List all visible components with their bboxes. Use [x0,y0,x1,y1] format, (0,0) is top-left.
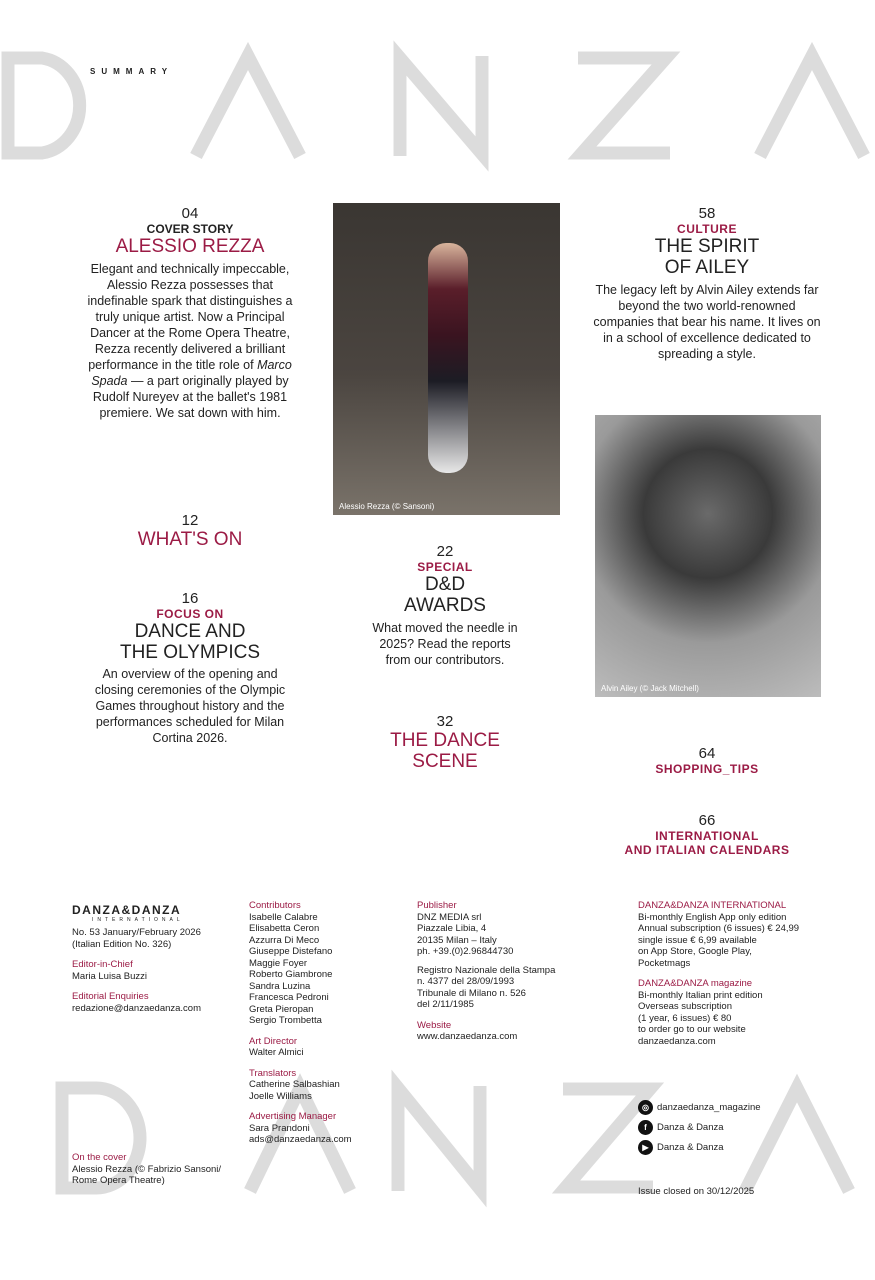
instagram-icon: ◎ [638,1100,653,1115]
watermark-letter-n [398,1086,480,1191]
contributor: Elisabetta Ceron [249,923,320,934]
social-youtube[interactable] [638,1140,838,1155]
label: Contributors [249,900,301,911]
focus-on[interactable] [80,590,300,746]
masthead-col-3 [417,900,587,1043]
contributor: Greta Pieropan [249,1003,314,1015]
photo-alvin-ailey [595,415,821,697]
subscription-info: on App Store, Google Play, [638,946,752,957]
social-label: danzaedanza_magazine [657,1102,761,1114]
contributor: Azzurra Di Meco [249,934,320,946]
description: An overview of the opening and closing ceremonies of the Olympic Games throughout history and the performances scheduled for Milan Cortina 2026. [94,667,286,745]
social-label: Danza & Danza [657,1122,724,1134]
advertising-manager: Sara Prandoni [249,1122,310,1134]
description: Elegant and technically impeccable, Alessio Rezza possesses that indefinable spark that distinguishes a truly unique artist. Now a Principal Dancer at the Rome Opera Theatre, Rezza recently delivered a brilliant performance in the title role of Marco Spada — a part originally played by Rudolf Nureyev at the ballet's 1981 premiere. We sat down with him. [87,262,293,420]
description: What moved the needle in 2025? Read the reports from our contributors. [372,621,518,667]
phone: ph. +39.(0)2.96844730 [417,946,514,957]
page-number: 58 [698,205,716,222]
title: ALESSIO REZZA [115,236,265,257]
label: Translators [249,1067,297,1079]
registration: del 2/11/1985 [417,999,474,1010]
page-number: 66 [698,812,716,829]
social-facebook[interactable] [638,1120,838,1135]
contributor: Sandra Luzina [249,980,311,992]
section-kicker: SUMMARY [90,67,174,76]
cover-credit: Alessio Rezza (© Fabrizio Sansoni/ [72,1163,222,1175]
dancer-figure [428,243,468,473]
email-link[interactable]: redazione@danzaedanza.com [72,1002,202,1014]
kicker: FOCUS ON [156,607,224,621]
label: DANZA&DANZA magazine [638,978,753,989]
page-number: 12 [181,512,199,529]
watermark-letter-n [400,56,482,156]
page-number: 16 [181,590,199,607]
translator: Joelle Williams [249,1090,312,1102]
kicker: INTERNATIONAL [655,829,759,843]
special[interactable] [350,543,540,668]
kicker: SHOPPING_TIPS [655,762,759,776]
photo-caption: Alvin Ailey (© Jack Mitchell) [601,684,699,693]
title: AWARDS [404,595,486,616]
label: DANZA&DANZA INTERNATIONAL [638,900,787,911]
translator: Catherine Salbashian [249,1079,340,1090]
subscription-info: Overseas subscription [638,1001,732,1012]
masthead-col-4 [638,900,838,1047]
title: SCENE [412,751,478,772]
title: WHAT'S ON [137,529,243,550]
shopping-tips[interactable] [592,745,822,776]
website-link[interactable]: danzaedanza.com [638,1035,716,1047]
kicker: SPECIAL [417,560,473,574]
label: Editor-in-Chief [72,959,133,970]
social-label: Danza & Danza [657,1142,724,1154]
social-links [638,1100,838,1160]
dance-scene[interactable] [350,713,540,772]
issue-closed: Issue closed on 30/12/2025 [638,1186,755,1197]
watermark-letter-d [8,58,80,153]
social-instagram[interactable] [638,1100,838,1115]
address: 20135 Milan – Italy [417,934,497,946]
whats-on[interactable] [85,512,295,550]
page-number: 04 [181,205,199,222]
registration: Registro Nazionale della Stampa [417,964,556,976]
watermark-letter-a [196,56,300,156]
contributor: Francesca Pedroni [249,992,329,1003]
page-number: 22 [436,543,454,560]
subscription-info: to order go to our website [638,1024,746,1035]
address: Piazzale Libia, 4 [417,923,487,934]
kicker: AND ITALIAN CALENDARS [624,843,790,857]
subscription-info: Pocketmags [638,957,691,969]
label: Publisher [417,900,457,911]
facebook-icon: f [638,1120,653,1135]
title: THE DANCE [390,730,500,751]
on-the-cover [72,1152,247,1187]
subscription-info: single issue € 6,99 available [638,934,757,946]
contributor: Isabelle Calabre [249,911,318,923]
label: Website [417,1019,452,1031]
cover-story[interactable] [85,205,295,421]
photo-alessio-rezza [333,203,560,515]
registration: n. 4377 del 28/09/1993 [417,976,515,987]
masthead-col-2 [249,900,409,1146]
label: Editorial Enquiries [72,991,149,1002]
description: The legacy left by Alvin Ailey extends far beyond the two world-renowned companies that bear his name. It lives on in a school of excellence dedicated to spreading a style. [593,283,821,361]
title: THE OLYMPICS [119,642,261,663]
title: DANCE AND [134,621,246,642]
watermark-letter-z [578,58,670,153]
logo-sub: INTERNATIONAL [92,917,184,923]
registration: Tribunale di Milano n. 526 [417,987,526,999]
publisher: DNZ MEDIA srl [417,911,482,923]
website-link[interactable]: www.danzaedanza.com [417,1031,518,1042]
youtube-icon: ▶ [638,1140,653,1155]
label: Advertising Manager [249,1111,337,1122]
subscription-info: Bi-monthly English App only edition [638,911,787,923]
title: OF AILEY [664,257,750,278]
kicker: COVER STORY [146,222,234,236]
email-link[interactable]: ads@danzaedanza.com [249,1134,352,1145]
label: Art Director [249,1035,298,1047]
contributor: Sergio Trombetta [249,1015,322,1026]
culture[interactable] [592,205,822,362]
subscription-info: (1 year, 6 issues) € 80 [638,1012,732,1024]
art-director: Walter Almici [249,1047,304,1058]
issue-number: No. 53 January/February 2026 [72,927,201,938]
page-number: 32 [436,713,454,730]
contributor: Roberto Giambrone [249,969,333,980]
contributor: Maggie Foyer [249,957,308,969]
cover-credit: Rome Opera Theatre) [72,1175,165,1186]
editor: Maria Luisa Buzzi [72,970,147,982]
logo: DANZA&DANZA [72,903,182,917]
page-number: 64 [698,745,716,762]
label: On the cover [72,1152,127,1163]
subscription-info: Bi-monthly Italian print edition [638,989,763,1001]
title: THE SPIRIT [654,236,760,257]
watermark-letter-a [760,56,864,156]
contributor: Giuseppe Distefano [249,946,333,957]
title: D&D [424,574,466,595]
kicker: CULTURE [677,222,737,236]
edition: (Italian Edition No. 326) [72,938,172,950]
calendars[interactable] [592,812,822,857]
photo-caption: Alessio Rezza (© Sansoni) [339,502,435,511]
masthead-col-1 [72,903,242,1014]
subscription-info: Annual subscription (6 issues) € 24,99 [638,923,800,934]
